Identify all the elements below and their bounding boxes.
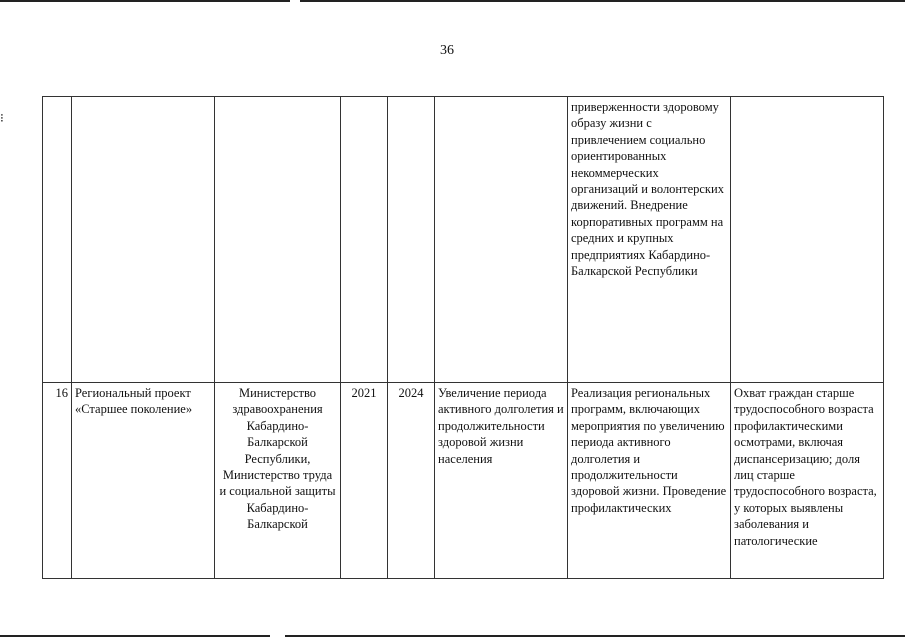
cell-activities: Реализация региональных программ, включающих мероприятия по увеличению периода активного долголетия и продолжительности здоровой жизни. Проведение профилактических <box>568 383 731 579</box>
table-row-continued <box>43 97 884 383</box>
scan-edge-mark: ⁝ <box>0 111 4 125</box>
cell-goal <box>435 97 568 383</box>
cell-number <box>43 97 72 383</box>
cell-indicators <box>731 97 884 383</box>
top-border-line <box>0 0 905 4</box>
cell-start-year <box>341 97 388 383</box>
cell-project <box>72 97 215 383</box>
cell-end-year: 2024 <box>388 383 435 579</box>
bottom-border-line <box>0 632 905 638</box>
cell-number: 16 <box>43 383 72 579</box>
cell-executor <box>215 97 341 383</box>
cell-executor: Министерство здравоохранения Кабардино-Балкарской Республики, Министерство труда и социальной защиты Кабардино-Балкарской <box>215 383 341 579</box>
cell-project: Региональный проект «Старшее поколение» <box>72 383 215 579</box>
cell-start-year: 2021 <box>341 383 388 579</box>
cell-indicators: Охват граждан старше трудоспособного возраста профилактическими осмотрами, включая диспансеризацию; доля лиц старше трудоспособного возраста, у которых выявлены заболевания и патологические <box>731 383 884 579</box>
measures-table <box>42 96 884 579</box>
page-number: 36 <box>440 43 454 58</box>
cell-activities: приверженности здоровому образу жизни с привлечением социально ориентированных некоммерческих организаций и волонтерских движений. Внедрение корпоративных программ на средних и крупных предприятиях Кабардино-Балкарской Республики <box>568 97 731 383</box>
cell-goal: Увеличение периода активного долголетия и продолжительности здоровой жизни населения <box>435 383 568 579</box>
cell-end-year <box>388 97 435 383</box>
table-row-16 <box>43 383 884 579</box>
